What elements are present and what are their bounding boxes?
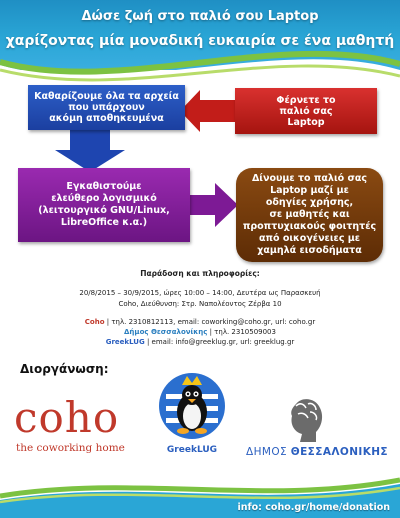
coho-logo-tagline: the coworking home [16,442,125,454]
thessaloniki-prefix: ΔΗΜΟΣ [246,446,291,458]
footer-info-link[interactable]: info: coho.gr/home/donation [237,502,390,513]
title-line-2: χαρίζοντας μία μοναδική ευκαιρία σε ένα μαθητή [5,33,395,49]
step-bring-text: Φέρνετε το παλιό σας Laptop [276,94,336,128]
arrow-left-red [180,90,235,132]
contact-org: GreekLUG [105,338,145,346]
step-install-text: Εγκαθιστούμε ελεύθερο λογισμικό (λειτουργικό GNU/Linux, LibreOffice κ.α.) [38,181,170,228]
contact-coho [0,317,400,327]
contact-details: | τηλ. 2310812113, email: coworking@coho.gr, url: coho.gr [104,318,316,326]
step-clean-text: Καθαρίζουμε όλα τα αρχεία που υπάρχουν ακόμη αποθηκευμένα [34,91,179,124]
contact-details: | email: info@greeklug.gr, url: greeklug.gr [144,338,295,346]
step-clean-box [28,85,185,130]
greeklug-name: GreekLUG [166,445,218,455]
step-bring-box [235,88,377,134]
greeklug-logo-icon [158,372,226,440]
step-give-box [236,168,383,262]
contact-greeklug [0,337,400,347]
thessaloniki-emblem-icon [282,396,328,446]
contact-list [0,317,400,347]
coho-logo-word: coho [14,393,120,442]
info-dates: 20/8/2015 – 30/9/2015, ώρες 10:00 – 14:00, Δευτέρα ως Παρασκευή [79,289,321,297]
info-heading: Παράδοση και πληροφορίες: [140,269,260,278]
title-line-1: Δώσε ζωή στο παλιό σου Laptop [81,9,319,24]
thessaloniki-name: ΘΕΣΣΑΛΟΝΙΚΗΣ [290,446,388,458]
thessaloniki-logo-word [246,446,388,458]
contact-dimos [0,327,400,337]
organizers-label: Διοργάνωση: [20,362,109,376]
contact-org: Δήμος Θεσσαλονίκης [124,328,208,336]
step-install-box [18,168,190,242]
arrow-right-purple [190,183,238,227]
contact-org: Coho [84,318,105,326]
contact-details: | τηλ. 2310509003 [207,328,276,336]
step-give-text: Δίνουμε το παλιό σας Laptop μαζί με οδηγίες χρήσης, σε μαθητές και προπτυχιακούς φοιτητές από οικογένειες με χαμηλά εισοδήματα [242,173,377,256]
info-address: Coho, Διεύθυνση: Στρ. Ναπολέοντος Ζέρβα 10 [118,300,282,308]
arrow-down-blue [55,130,125,172]
